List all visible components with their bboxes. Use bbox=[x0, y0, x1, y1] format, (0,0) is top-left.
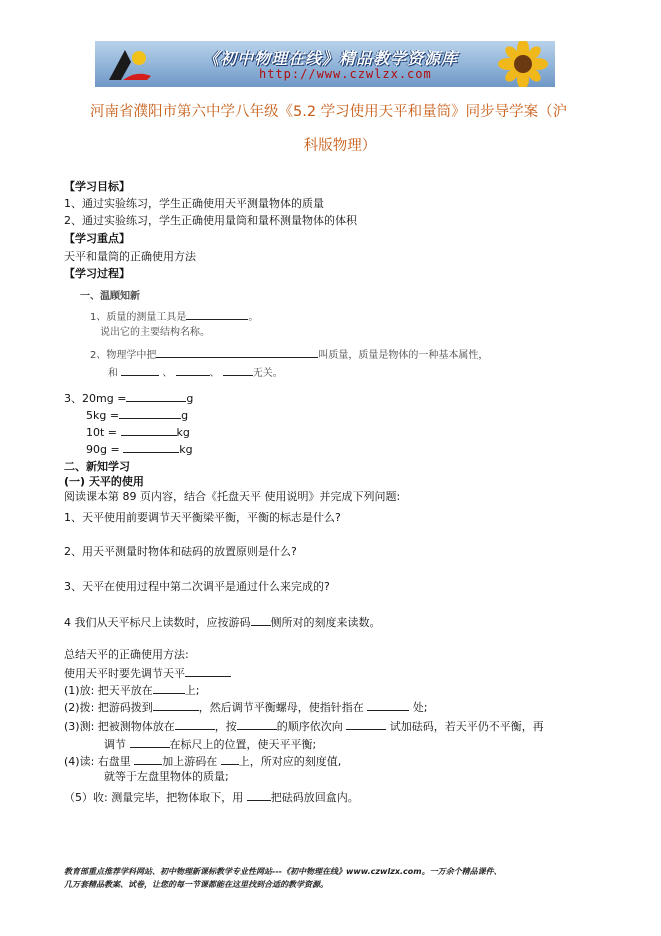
conversion-label: 90g = bbox=[86, 443, 120, 456]
new-learning-heading: 二、新知学习 bbox=[64, 460, 130, 473]
step-2-mid: ，然后调节平衡螺母，使指针指在 bbox=[198, 701, 364, 714]
question-3: 3、天平在使用过程中第二次调平是通过什么来完成的? bbox=[64, 580, 330, 593]
answer-blank[interactable] bbox=[186, 308, 248, 320]
banner-title: 《初中物理在线》精品教学资源库 bbox=[203, 49, 459, 68]
document-title bbox=[90, 95, 590, 163]
summary-line-0-text: 使用天平时要先调节天平 bbox=[64, 667, 185, 680]
goal-item-1: 1、通过实验练习，学生正确使用天平测量物体的质量 bbox=[64, 197, 324, 210]
review-question-1-sub: 说出它的主要结构名称。 bbox=[100, 327, 210, 338]
review-question-2-line-2 bbox=[108, 364, 283, 381]
summary-line-0 bbox=[64, 665, 231, 681]
conversion-row bbox=[86, 441, 193, 457]
answer-blank[interactable] bbox=[237, 718, 277, 730]
focus-text: 天平和量筒的正确使用方法 bbox=[64, 250, 196, 263]
footer-line-2: 几万套精品教案、试卷，让您的每一节课都能在这里找到合适的教学资源。 bbox=[64, 880, 328, 889]
step-4-prefix: (4)读: 右盘里 bbox=[64, 755, 131, 768]
review-q2-suffix-2: 无关。 bbox=[252, 368, 283, 379]
step-5-suffix: 把砝码放回盒内。 bbox=[270, 791, 359, 804]
footer-line-1: 教育部重点推荐学科网站、初中物理新课标教学专业性网站---《初中物理在线》www.czwlzx.com。一万余个精品课件、 bbox=[64, 867, 502, 876]
step-3-suffix: 试加砝码，若天平仍不平衡，再 bbox=[389, 720, 544, 733]
answer-blank[interactable] bbox=[121, 364, 159, 376]
answer-blank[interactable] bbox=[156, 346, 318, 358]
conversion-unit: kg bbox=[179, 443, 193, 456]
review-heading: 一、温顾知新 bbox=[80, 291, 140, 302]
site-logo-icon bbox=[103, 44, 155, 84]
answer-blank[interactable] bbox=[346, 718, 386, 730]
answer-blank[interactable] bbox=[221, 753, 239, 765]
step-4-suffix: 上，所对应的刻度值, bbox=[238, 755, 342, 768]
title-line-2: 科版物理） bbox=[303, 138, 377, 154]
answer-blank[interactable] bbox=[121, 424, 177, 436]
conversion-unit: g bbox=[181, 409, 189, 422]
step-3-prefix: (3)测: 把被测物体放在 bbox=[64, 720, 175, 733]
review-q2-suffix: 叫质量，质量是物体的一种基本属性， bbox=[318, 350, 489, 361]
watermark-mark bbox=[391, 280, 473, 320]
step-5-prefix: （5）收: 测量完毕，把物体取下，用 bbox=[64, 791, 244, 804]
question-4 bbox=[64, 614, 381, 630]
step-3b-suffix: 在标尺上的位置，使天平平衡; bbox=[169, 738, 317, 751]
summary-step-2 bbox=[64, 699, 428, 715]
answer-blank[interactable] bbox=[130, 736, 170, 748]
answer-blank[interactable] bbox=[251, 614, 271, 626]
step-2-prefix: (2)拨: 把游码拨到 bbox=[64, 701, 153, 714]
answer-blank[interactable] bbox=[153, 699, 199, 711]
conversion-row bbox=[64, 390, 193, 406]
review-question-2 bbox=[90, 346, 488, 363]
page-footer bbox=[64, 865, 624, 891]
step-3-mid-2: 的顺序依次向 bbox=[276, 720, 343, 733]
review-q2-sep-2: 、 bbox=[209, 368, 220, 379]
conversion-row bbox=[86, 424, 190, 440]
summary-heading: 总结天平的正确使用方法: bbox=[64, 648, 189, 661]
question-1: 1、天平使用前要调节天平衡梁平衡，平衡的标志是什么? bbox=[64, 511, 341, 524]
question-4-prefix: 4 我们从天平标尺上读数时，应按游码 bbox=[64, 616, 251, 629]
conversion-row bbox=[86, 407, 188, 423]
answer-blank[interactable] bbox=[223, 364, 253, 376]
answer-blank[interactable] bbox=[153, 682, 185, 694]
step-3-mid-1: ，按 bbox=[214, 720, 237, 733]
answer-blank[interactable] bbox=[126, 390, 186, 402]
review-q2-and: 和 bbox=[108, 368, 118, 379]
summary-step-5 bbox=[64, 789, 359, 805]
answer-blank[interactable] bbox=[175, 718, 215, 730]
answer-blank[interactable] bbox=[185, 665, 231, 677]
question-4-suffix: 侧所对的刻度来读数。 bbox=[270, 616, 381, 629]
review-q1-prefix: 1、质量的测量工具是 bbox=[90, 312, 187, 323]
balance-usage-heading: (一) 天平的使用 bbox=[64, 475, 144, 488]
answer-blank[interactable] bbox=[247, 789, 271, 801]
summary-step-3 bbox=[64, 718, 544, 734]
focus-heading: 【学习重点】 bbox=[64, 232, 130, 245]
step-4-mid: 加上游码在 bbox=[162, 755, 218, 768]
review-q2-sep-1: 、 bbox=[162, 368, 173, 379]
review-q1-suffix: 。 bbox=[248, 312, 259, 323]
conversion-unit: g bbox=[186, 392, 194, 405]
sunflower-icon bbox=[487, 41, 553, 87]
conversion-label: 3、20mg = bbox=[64, 392, 127, 405]
step-1-prefix: (1)放: 把天平放在 bbox=[64, 684, 153, 697]
reading-instruction: 阅读课本第 89 页内容，结合《托盘天平 使用说明》并完成下列问题: bbox=[64, 490, 401, 503]
step-1-suffix: 上; bbox=[184, 684, 200, 697]
goals-heading: 【学习目标】 bbox=[64, 180, 130, 193]
answer-blank[interactable] bbox=[134, 753, 162, 765]
conversion-label: 5kg = bbox=[86, 409, 120, 422]
conversion-label: 10t = bbox=[86, 426, 118, 439]
summary-step-4 bbox=[64, 753, 341, 769]
review-question-1 bbox=[90, 308, 258, 325]
question-2: 2、用天平测量时物体和砝码的放置原则是什么? bbox=[64, 545, 297, 558]
banner-url: http://www.czwlzx.com bbox=[259, 67, 432, 81]
header-banner bbox=[95, 41, 555, 87]
summary-step-3-cont bbox=[104, 736, 316, 752]
answer-blank[interactable] bbox=[123, 441, 179, 453]
step-2-suffix: 处; bbox=[412, 701, 428, 714]
answer-blank[interactable] bbox=[119, 407, 181, 419]
review-q2-prefix: 2、物理学中把 bbox=[90, 350, 157, 361]
goal-item-2: 2、通过实验练习，学生正确使用量筒和量杯测量物体的体积 bbox=[64, 214, 357, 227]
summary-step-4-cont: 就等于左盘里物体的质量; bbox=[104, 770, 229, 783]
process-heading: 【学习过程】 bbox=[64, 267, 130, 280]
step-3b-prefix: 调节 bbox=[104, 738, 126, 751]
answer-blank[interactable] bbox=[367, 699, 409, 711]
title-line-1: 河南省濮阳市第六中学八年级《5.2 学习使用天平和量筒》同步导学案（沪 bbox=[90, 104, 568, 120]
answer-blank[interactable] bbox=[176, 364, 210, 376]
summary-step-1 bbox=[64, 682, 200, 698]
conversion-unit: kg bbox=[176, 426, 190, 439]
